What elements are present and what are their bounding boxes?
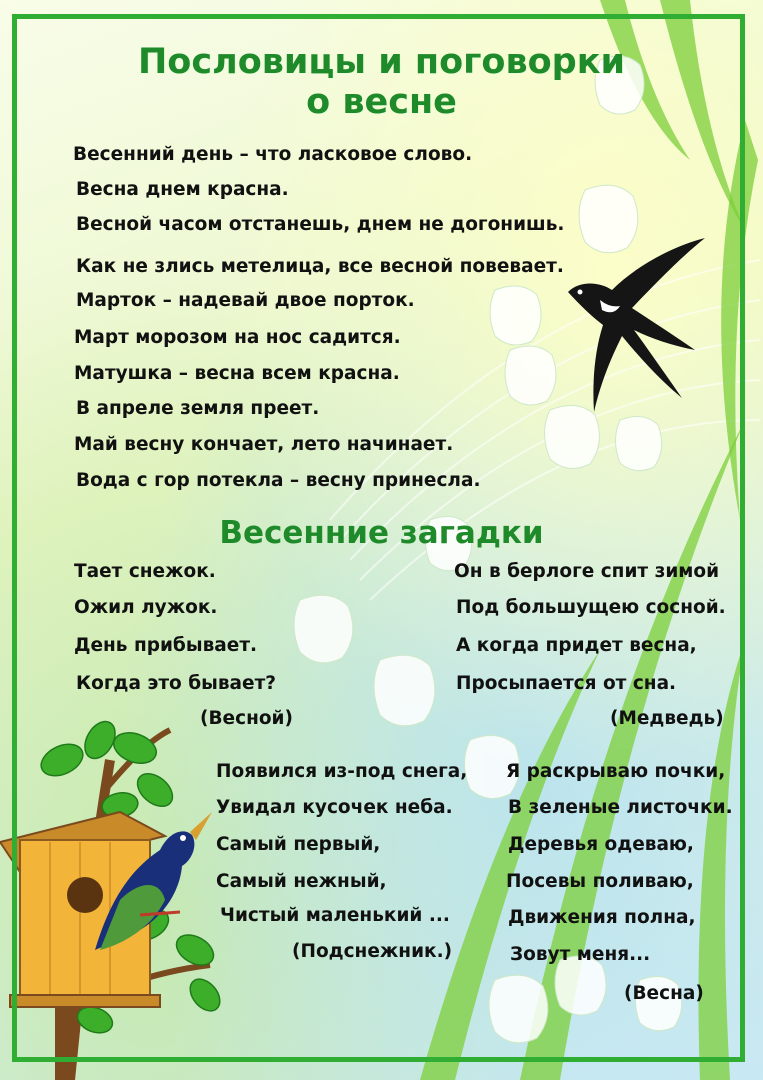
riddle-line: Тает снежок.: [74, 561, 216, 582]
proverb-item: Весной часом отстанешь, днем не догонишь.: [76, 214, 565, 235]
riddle-line: В зеленые листочки.: [508, 797, 733, 818]
proverb-item: Весна днем красна.: [76, 179, 289, 200]
riddle-line: Деревья одеваю,: [508, 834, 694, 855]
riddle-line: Ожил лужок.: [74, 597, 218, 618]
riddle-line: Когда это бывает?: [76, 673, 277, 694]
riddle-answer: (Медведь): [610, 708, 724, 729]
riddle-line: Увидал кусочек неба.: [216, 797, 453, 818]
riddle-line: Появился из-под снега,: [216, 761, 468, 782]
proverb-item: Май весну кончает, лето начинает.: [74, 434, 454, 455]
proverb-item: Март морозом на нос садится.: [74, 327, 401, 348]
proverb-item: В апреле земля преет.: [76, 398, 320, 419]
riddle-answer: (Весна): [624, 983, 704, 1004]
proverb-item: Марток – надевай двое порток.: [76, 290, 415, 311]
riddle-line: Посевы поливаю,: [506, 871, 694, 892]
riddle-line: Просыпается от сна.: [456, 673, 677, 694]
riddle-line: Самый нежный,: [216, 871, 387, 892]
riddle-line: Он в берлоге спит зимой: [454, 561, 720, 582]
riddle-line: Я раскрываю почки,: [506, 761, 726, 782]
riddle-line: Самый первый,: [216, 834, 381, 855]
riddle-line: А когда придет весна,: [456, 635, 697, 656]
riddle-line: Движения полна,: [508, 907, 696, 928]
proverb-item: Матушка – весна всем красна.: [74, 363, 400, 384]
riddle-answer: (Подснежник.): [292, 941, 453, 962]
riddles-title: Весенние загадки: [219, 515, 544, 551]
proverb-item: Вода с гор потекла – весну принесла.: [76, 470, 481, 491]
riddle-line: День прибывает.: [74, 635, 258, 656]
riddle-line: Чистый маленький ...: [220, 905, 450, 926]
riddle-line: Зовут меня...: [510, 944, 651, 965]
riddle-line: Под большущею сосной.: [456, 597, 726, 618]
riddle-answer: (Весной): [200, 708, 293, 729]
poster-title-line1: Пословицы и поговорки: [137, 42, 625, 82]
proverb-item: Весенний день – что ласковое слово.: [73, 144, 473, 165]
proverb-item: Как не злись метелица, все весной повевает.: [76, 256, 564, 277]
poster-title-line2: о весне: [306, 82, 457, 122]
